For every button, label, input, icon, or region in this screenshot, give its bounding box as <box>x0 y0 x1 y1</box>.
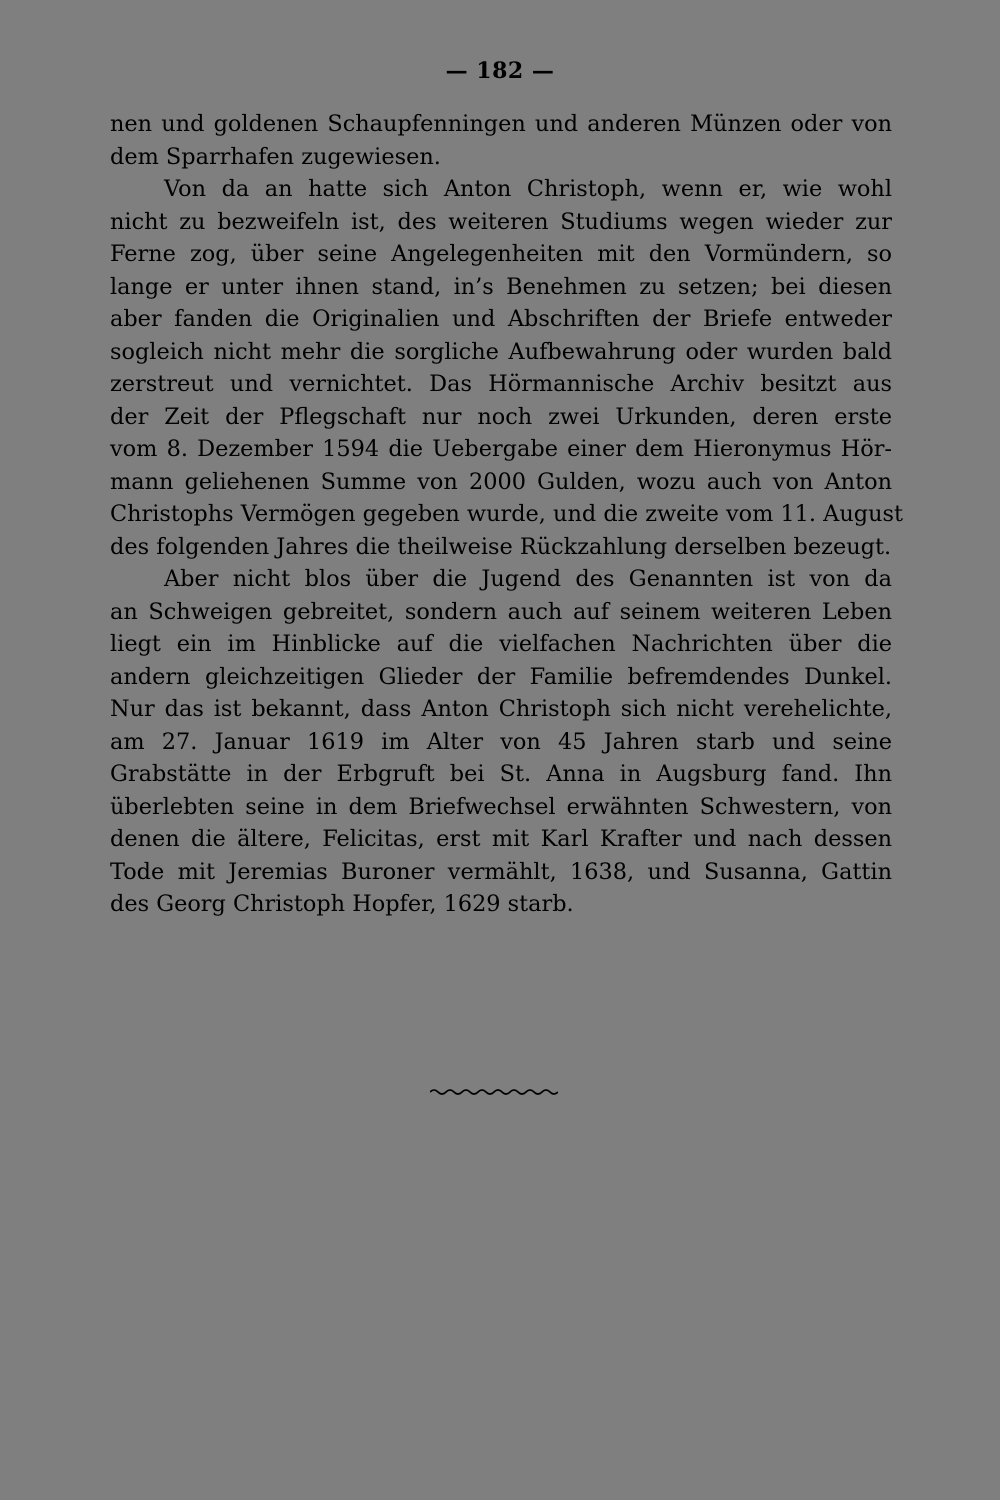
text-line: Christophs Vermögen gegeben wurde, und die zweite vom 11. August <box>110 501 903 527</box>
text-line: vom 8. Dezember 1594 die Uebergabe einer dem Hieronymus Hör- <box>110 436 892 462</box>
text-line: Nur das ist bekannt, dass Anton Christoph sich nicht verehelichte, <box>110 696 892 722</box>
text-line: des folgenden Jahres die theilweise Rückzahlung derselben bezeugt. <box>110 533 892 560</box>
page-number: — 182 — <box>445 58 555 84</box>
text-line: mann geliehenen Summe von 2000 Gulden, wozu auch von Anton <box>110 468 892 495</box>
text-line: an Schweigen gebreitet, sondern auch auf seinem weiteren Leben <box>110 598 892 625</box>
text-line: sogleich nicht mehr die sorgliche Aufbewahrung oder wurden bald <box>110 338 892 365</box>
text-line: Tode mit Jeremias Buroner vermählt, 1638, und Susanna, Gattin <box>110 858 892 885</box>
text-line: Aber nicht blos über die Jugend des Genannten ist von da <box>164 566 892 592</box>
text-line: der Zeit der Pflegschaft nur noch zwei Urkunden, deren erste <box>110 403 892 430</box>
text-line: Grabstätte in der Erbgruft bei St. Anna in Augsburg fand. Ihn <box>110 761 892 787</box>
text-line: andern gleichzeitigen Glieder der Familie befremdendes Dunkel. <box>110 663 892 690</box>
body-text <box>110 108 903 921</box>
text-line: Von da an hatte sich Anton Christoph, wenn er, wie wohl <box>164 176 892 202</box>
text-line: zerstreut und vernichtet. Das Hörmannische Archiv besitzt aus <box>110 371 892 397</box>
text-line: am 27. Januar 1619 im Alter von 45 Jahren starb und seine <box>110 728 892 755</box>
text-line: aber fanden die Originalien und Abschriften der Briefe entweder <box>110 306 892 332</box>
end-ornament-icon <box>430 1086 558 1098</box>
text-line: nicht zu bezweifeln ist, des weiteren Studiums wegen wieder zur <box>110 208 892 235</box>
text-line: denen die ältere, Felicitas, erst mit Karl Krafter und nach dessen <box>110 826 892 852</box>
text-line: überlebten seine in dem Briefwechsel erwähnten Schwestern, von <box>110 793 892 820</box>
text-line: lange er unter ihnen stand, in’s Benehmen zu setzen; bei diesen <box>110 273 892 300</box>
text-line: nen und goldenen Schaupfenningen und anderen Münzen oder von <box>110 111 892 137</box>
text-line: des Georg Christoph Hopfer, 1629 starb. <box>110 891 574 917</box>
text-line: dem Sparrhafen zugewiesen. <box>110 143 441 170</box>
text-line: liegt ein im Hinblicke auf die vielfachen Nachrichten über die <box>110 631 892 657</box>
text-line: Ferne zog, über seine Angelegenheiten mit den Vormündern, so <box>110 241 892 267</box>
